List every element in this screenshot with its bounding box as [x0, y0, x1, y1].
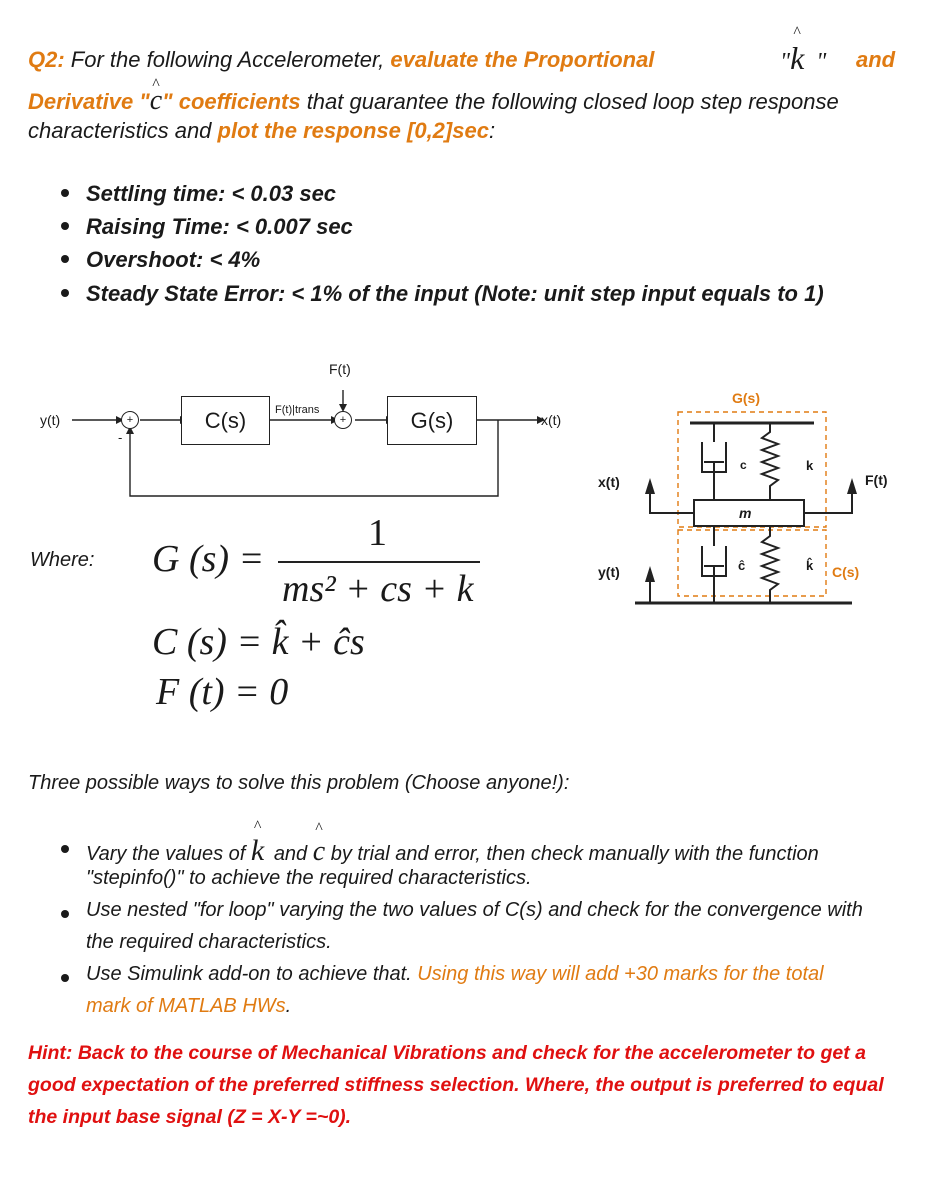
- summing-junction-1: +: [121, 411, 139, 429]
- bullet: [61, 910, 69, 918]
- requirement-overshoot: Overshoot: < 4%: [86, 247, 261, 272]
- yt-label: y(t): [598, 564, 620, 580]
- bullet: [61, 189, 69, 197]
- where-label: Where:: [30, 549, 95, 571]
- bullet: [61, 289, 69, 297]
- requirement-settling: Settling time: < 0.03 sec: [86, 181, 337, 206]
- bullet: [61, 845, 69, 853]
- c-equation: C (s) = k̂ + ĉs: [152, 621, 365, 663]
- hint-line-3: the input base signal (Z = X-Y =~0).: [28, 1106, 352, 1128]
- hint-line-1: Hint: Back to the course of Mechanical Vibrations and check for the accelerometer to get a: [28, 1042, 866, 1064]
- gs-label: G(s): [732, 390, 760, 406]
- question-line-2: Derivative "^ c" coefficients that guarantee the following closed loop step response: [28, 85, 839, 117]
- plant-block: G(s): [387, 396, 477, 445]
- ft-label: F(t): [865, 472, 888, 488]
- controller-block: C(s): [181, 396, 270, 445]
- damper-c-label: c: [740, 458, 747, 472]
- question-line-1: Q2: For the following Accelerometer, evaluate the Proportional: [28, 47, 655, 72]
- and-word: and: [856, 47, 896, 72]
- f-equation: F (t) = 0: [156, 671, 289, 713]
- question-id: Q2:: [28, 47, 65, 72]
- mass-label: m: [739, 505, 752, 521]
- method-1-line-2: "stepinfo()" to achieve the required characteristics.: [86, 867, 532, 889]
- spring-k-label: k: [806, 458, 814, 473]
- requirement-sse: Steady State Error: < 1% of the input (Note: unit step input equals to 1): [86, 281, 824, 306]
- bullet: [61, 222, 69, 230]
- method-3-line-2: mark of MATLAB HWs.: [86, 995, 292, 1017]
- method-2-line-2: the required characteristics.: [86, 931, 332, 953]
- question-line-3: characteristics and plot the response [0,2]sec:: [28, 118, 496, 143]
- requirement-rise: Raising Time: < 0.007 sec: [86, 214, 353, 239]
- bullet: [61, 974, 69, 982]
- summing-junction-2: +: [334, 411, 352, 429]
- minus-sign: -: [118, 430, 123, 445]
- disturbance-label: F(t): [329, 361, 351, 377]
- hint-line-2: good expectation of the preferred stiffness selection. Where, the output is preferred to equal: [28, 1074, 884, 1096]
- bullet: [61, 255, 69, 263]
- method-3-line-1: Use Simulink add-on to achieve that. Using this way will add +30 marks for the total: [86, 963, 824, 985]
- g-denominator: ms² + cs + k: [282, 568, 474, 610]
- spring-k-hat-label: k̂: [806, 558, 814, 573]
- controller-output-label: F(t)|trans: [275, 404, 320, 416]
- g-numerator: 1: [368, 512, 387, 554]
- method-1-line-1: Vary the values of ^ k and ^ c by trial and error, then check manually with the function: [86, 834, 819, 868]
- input-label: y(t): [40, 412, 61, 428]
- output-label: x(t): [541, 412, 562, 428]
- cs-label: C(s): [832, 564, 860, 580]
- fraction-bar: [278, 561, 480, 563]
- accelerometer-diagram: [590, 380, 930, 620]
- g-equation-lhs: G (s) =: [152, 538, 265, 580]
- method-2-line-1: Use nested "for loop" varying the two values of C(s) and check for the convergence with: [86, 899, 863, 921]
- methods-intro: Three possible ways to solve this problem (Choose anyone!):: [28, 772, 570, 794]
- damper-c-hat-label: ĉ: [738, 558, 746, 573]
- xt-label: x(t): [598, 474, 620, 490]
- k-hat-symbol: "^ k ": [780, 40, 826, 77]
